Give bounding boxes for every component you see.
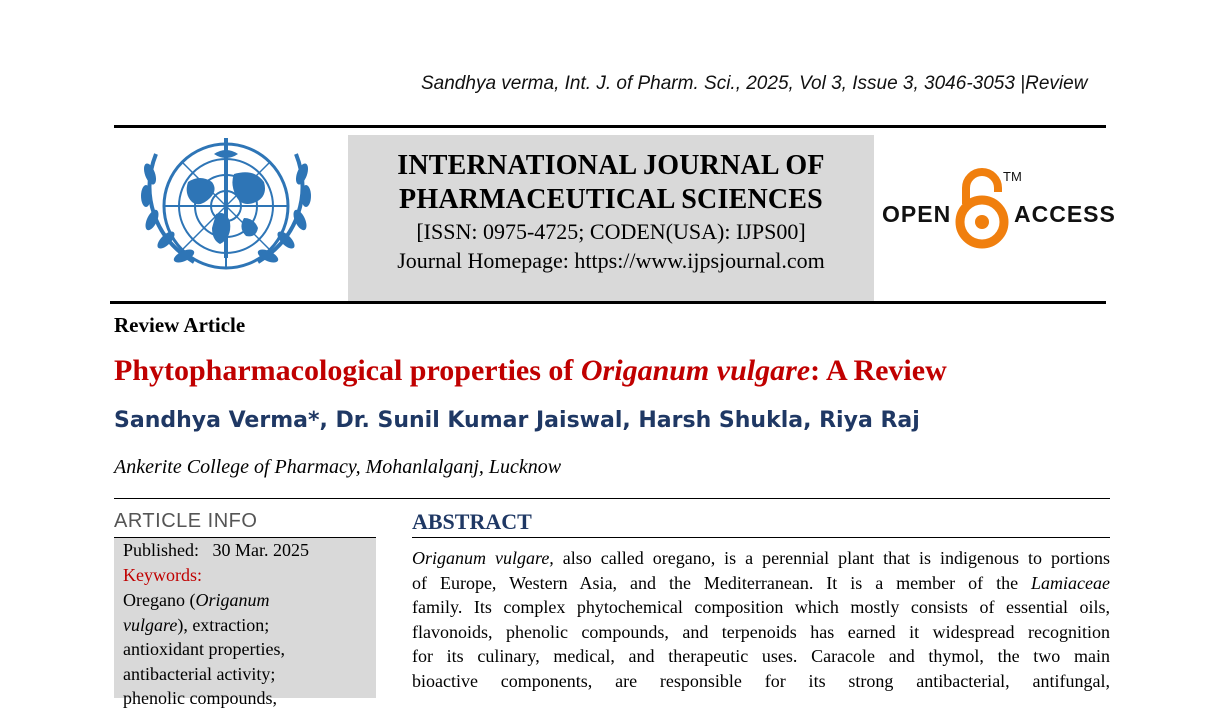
banner-bottom-rule [110,301,1106,304]
abstract-line: bioactive components, are responsible for its strong antibacterial, antifungal, [412,670,1110,691]
title-part-1: Phytopharmacological properties of [114,354,581,387]
kw-text-2: ), extraction; [177,615,270,635]
keyword-line-4: antibacterial activity; [123,664,276,684]
journal-title-line1: INTERNATIONAL JOURNAL OF [397,150,825,181]
keyword-line-1 [123,588,269,613]
trademark-mark: TM [1003,169,1022,184]
published-row [123,538,309,563]
journal-title-line2: PHARMACEUTICAL SCIENCES [399,184,823,215]
kw-italic-1: Origanum [195,590,270,610]
journal-homepage[interactable]: Journal Homepage: https://www.ijpsjournal.com [397,248,825,273]
article-type: Review Article [114,313,246,337]
abstract-line [412,546,1110,571]
abstract-line: family. Its complex phytochemical composition which mostly consists of essential oils, [412,597,1110,618]
affiliation: Ankerite College of Pharmacy, Mohanlalganj, Lucknow [114,456,562,478]
keyword-line-3: antioxidant properties, [123,639,285,659]
abstract-line: for its culinary, medical, and therapeutic uses. Caracole and thymol, the two main [412,646,1110,667]
article-title [114,354,947,388]
abstract-species: Origanum vulgare, [412,548,554,568]
abstract-body [412,546,1110,694]
open-label: OPEN [882,201,952,227]
article-info-box [114,538,376,708]
keyword-line-2 [123,613,269,638]
title-species-name: Origanum vulgare [580,354,811,387]
abstract-line-2-text: of Europe, Western Asia, and the Mediterranean. It is a member of the [412,572,1032,593]
keywords-label: Keywords: [123,565,202,585]
article-info-heading: ARTICLE INFO [114,510,258,532]
abstract-family-name: Lamiaceae [1031,572,1110,593]
published-label: Published: [123,540,200,560]
published-date: 30 Mar. 2025 [212,540,310,560]
author-list: Sandhya Verma*, Dr. Sunil Kumar Jaiswal, Harsh Shukla, Riya Raj [114,408,920,433]
kw-italic-2: vulgare [123,615,178,635]
title-part-2: : A Review [810,354,947,387]
top-rule [114,125,1106,128]
abstract-heading: ABSTRACT [412,509,532,534]
affiliation-rule [114,498,1110,499]
abstract-line [412,571,1110,596]
kw-text-1: Oregano ( [123,590,196,610]
journal-issn: [ISSN: 0975-4725; CODEN(USA): IJPS00] [416,219,806,244]
journal-logo-emblem [126,134,326,284]
keyword-line-5: phenolic compounds, [123,688,277,708]
journal-banner [348,135,874,301]
abstract-rule [412,537,1110,538]
citation-header: Sandhya verma, Int. J. of Pharm. Sci., 2025, Vol 3, Issue 3, 3046-3053 |Review [421,73,1088,94]
abstract-line: flavonoids, phenolic compounds, and terpenoids has earned it widespread recognition [412,621,1110,642]
access-label: ACCESS [1014,201,1116,227]
abstract-line-1-text: also called oregano, is a perennial plant that is indigenous to portions [553,548,1110,568]
